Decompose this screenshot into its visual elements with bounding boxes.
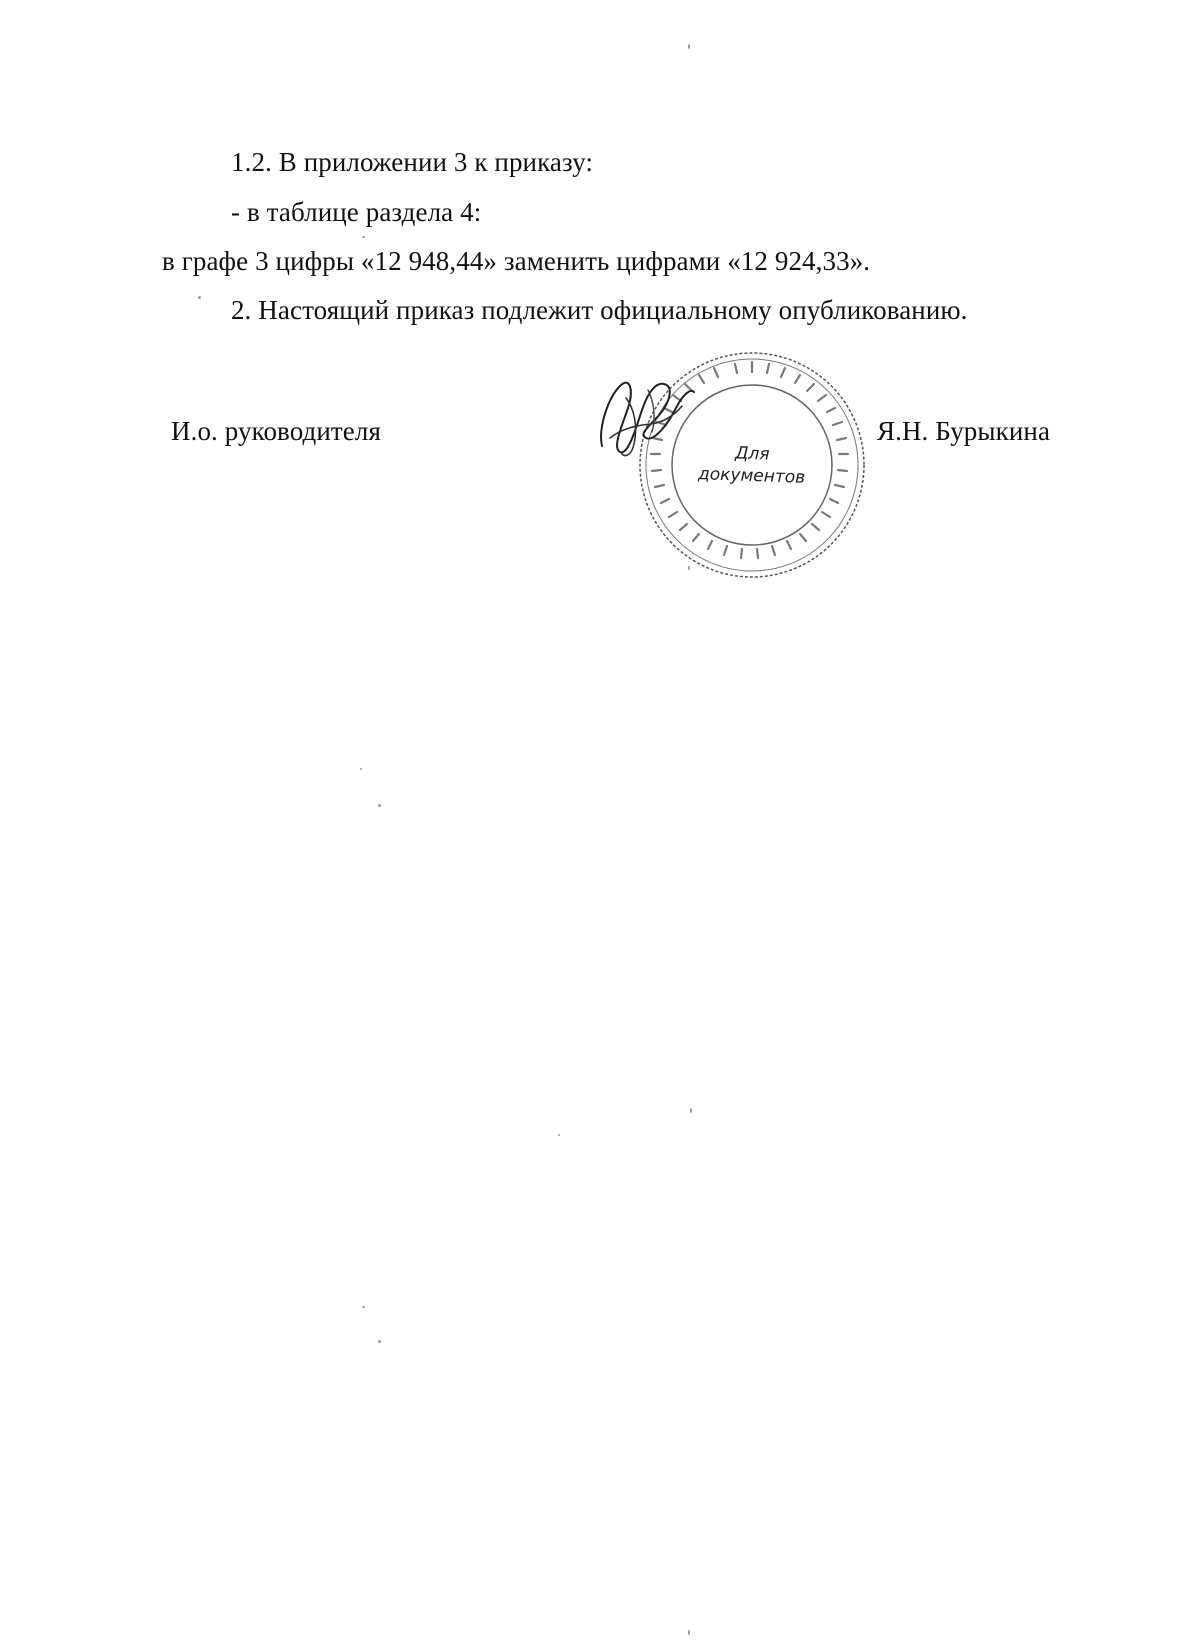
- signatory-position: И.о. руководителя: [171, 416, 381, 446]
- handwritten-signature: [590, 368, 700, 468]
- scan-speck: [378, 804, 381, 807]
- item-2-text: 2. Настоящий приказ подлежит официальному опубликованию.: [231, 295, 968, 325]
- replacement-text: в графе 3 цифры «12 948,44» заменить цифрами «12 924,33».: [162, 246, 871, 276]
- scan-speck: [558, 1134, 560, 1136]
- scan-speck: [362, 1306, 365, 1308]
- table-section-text: - в таблице раздела 4:: [231, 197, 482, 227]
- scan-speck: [378, 1340, 381, 1343]
- stamp-center-line-2: документов: [697, 464, 806, 488]
- scan-speck: [198, 296, 201, 299]
- scan-speck: [688, 1630, 690, 1635]
- signature-icon: [590, 368, 700, 468]
- scan-speck: [362, 236, 365, 238]
- signatory-name: Я.Н. Бурыкина: [877, 416, 1051, 446]
- stamp-center-line-1: Для: [734, 443, 770, 465]
- scan-speck: [688, 44, 690, 49]
- scan-speck: [360, 768, 362, 770]
- item-1-2-text: 1.2. В приложении 3 к приказу:: [231, 147, 594, 177]
- scan-speck: [688, 566, 690, 570]
- scan-speck: [690, 1108, 692, 1113]
